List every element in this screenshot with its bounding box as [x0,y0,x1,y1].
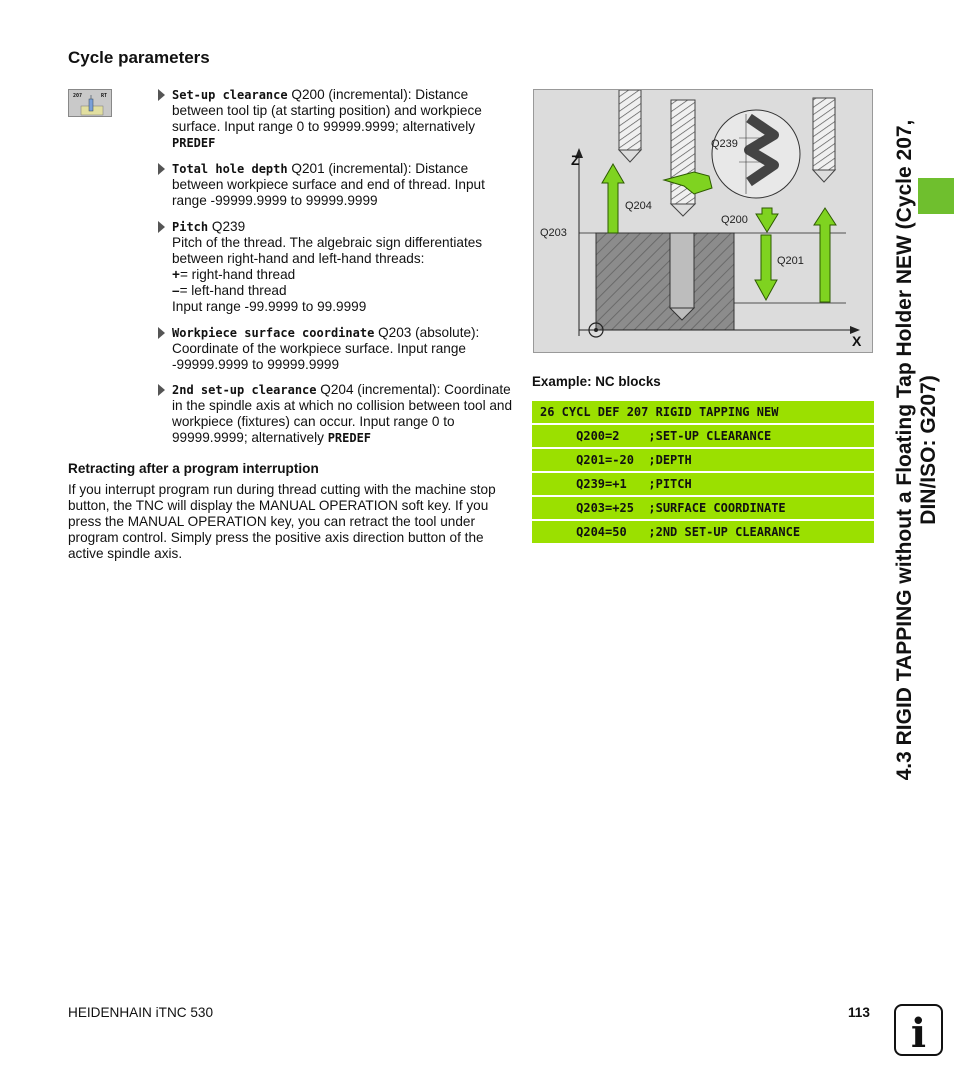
label-q200: Q200 [721,214,748,226]
info-glyph: i [910,1010,927,1056]
q200-arrow-icon [756,208,778,232]
nc-block-5: Q204=50 ;2ND SET-UP CLEARANCE [532,521,874,543]
nc-block-1: Q200=2 ;SET-UP CLEARANCE [532,425,874,447]
softkey-code: RT [100,93,107,99]
param-pitch [158,219,513,315]
param-total-hole-depth [158,161,513,209]
drilled-hole [670,233,694,308]
param-predef: PREDEF [327,431,372,445]
param-desc: Q204 (incremental): Coordinate in the spindle axis at which no collision between tool and workpiece (fixtures) can occur. Input range 0 to 99999.9999; alternatively [172,382,513,445]
retract-paragraph: If you interrupt program run during thread cutting with the machine stop button, the TNC will display the MANUAL OPERATION soft key. If you press the MANUAL OPERATION key, you can retract the tool under program control. Simply press the positive axis direction button of the active spindle axis. [68,482,496,561]
param-desc: Q200 (incremental): Distance between tool tip (at starting position) and workpiece surface. Input range 0 to 99999.9999; alternatively [172,87,482,134]
bullet-arrow-icon [158,89,165,101]
pitch-range: Input range -99.9999 to 99.9999 [172,299,367,314]
param-desc: Q203 (absolute): Coordinate of the workpiece surface. Input range -99999.9999 to 99999.9999 [172,325,480,372]
param-workpiece-surface [158,325,513,373]
tap-drill-icon [69,90,113,118]
tap-tool-3 [813,98,835,182]
retract-arrow-icon [814,208,836,302]
nc-block-2: Q201=-20 ;DEPTH [532,449,874,471]
side-title-line1: 4.3 RIGID TAPPING without a Floating Tap Holder NEW (Cycle 207, [893,119,916,781]
side-title-line2: DIN/ISO: G207) [917,375,940,525]
info-icon [894,1004,943,1056]
bullet-arrow-icon [158,163,165,175]
param-term: Workpiece surface coordinate [172,326,375,340]
tapping-diagram [533,89,873,353]
bullet-arrow-icon [158,221,165,233]
label-x: X [852,333,862,349]
tap-tool-1 [619,90,641,162]
plus-sign: + [172,267,180,282]
label-q239: Q239 [711,138,738,150]
example-title: Example: NC blocks [532,374,661,389]
nc-block-3: Q239=+1 ;PITCH [532,473,874,495]
footer-product: HEIDENHAIN iTNC 530 [68,1005,214,1020]
plus-desc: = right-hand thread [179,267,296,282]
retract-title: Retracting after a program interruption [68,461,319,476]
page-number: 113 [848,1005,870,1020]
param-predef: PREDEF [172,136,216,150]
tapping-diagram-svg [534,90,872,352]
param-desc: Q239 [208,219,246,234]
tap-tool-2 [671,100,695,216]
param-desc: Q201 (incremental): Distance between workpiece surface and end of thread. Input range -99999.9999 to 99999.9999 [172,161,485,208]
label-q203: Q203 [540,227,567,239]
label-q201: Q201 [777,255,804,267]
label-z: Z [571,152,580,168]
cycle-207-softkey-icon [68,89,112,117]
param-term: Total hole depth [172,162,288,176]
param-pitch-desc: Pitch of the thread. The algebraic sign differentiates between right-hand and left-hand threads: [172,235,483,266]
param-term: 2nd set-up clearance [172,383,317,397]
param-term: Pitch [172,220,209,234]
minus-desc: = left-hand thread [179,283,287,298]
minus-sign: – [172,283,180,298]
workpiece-block [596,233,734,330]
q201-arrow-icon [755,235,777,300]
bullet-arrow-icon [158,327,165,339]
param-term: Set-up clearance [172,88,288,102]
param-setup-clearance [158,87,513,151]
chapter-side-title [893,40,953,860]
softkey-number: 207 [73,93,83,99]
label-q204: Q204 [625,200,652,212]
q204-arrow-icon [602,164,624,233]
nc-block-4: Q203=+25 ;SURFACE COORDINATE [532,497,874,519]
bullet-arrow-icon [158,384,165,396]
param-2nd-setup-clearance [158,382,513,446]
section-title: Cycle parameters [68,48,210,67]
nc-block-0: 26 CYCL DEF 207 RIGID TAPPING NEW [532,401,874,423]
